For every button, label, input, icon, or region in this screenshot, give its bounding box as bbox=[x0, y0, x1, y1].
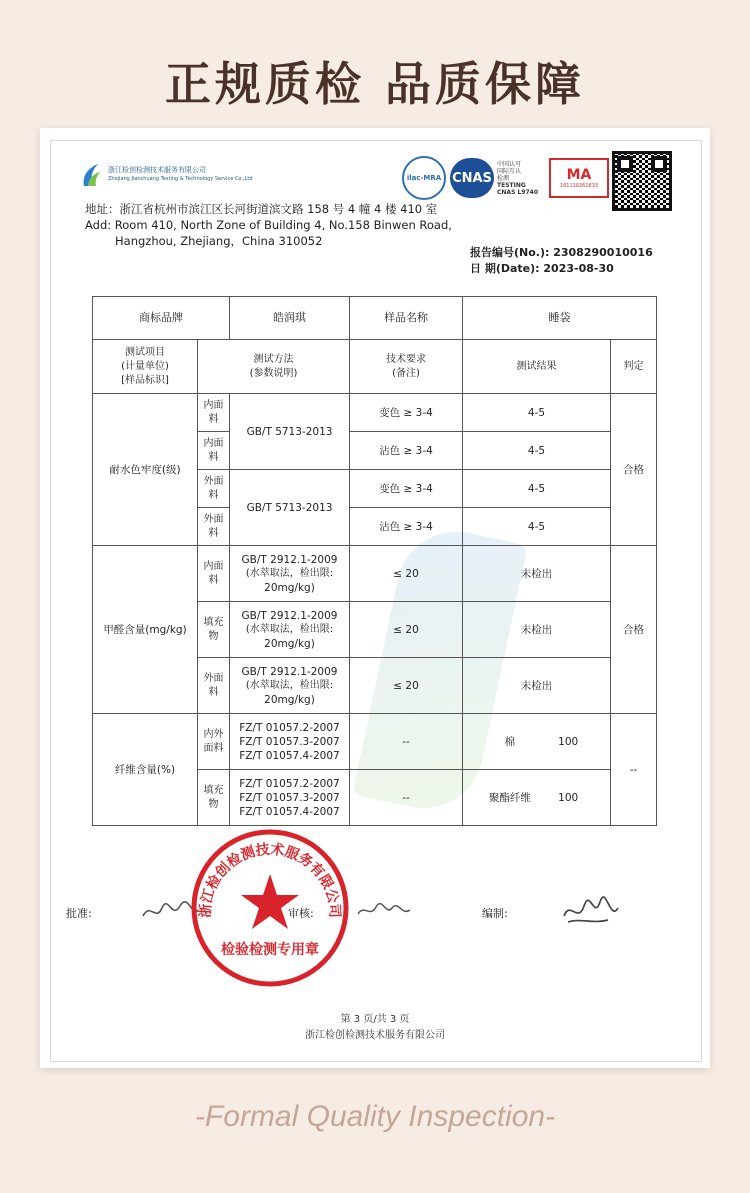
method-cell: FZ/T 01057.2-2007 FZ/T 01057.3-2007 FZ/T 01057.4-2007 bbox=[230, 714, 350, 770]
item-color-fastness: 耐水色牢度(级) bbox=[93, 394, 198, 546]
part-cell: 内外面料 bbox=[198, 714, 230, 770]
judgement-cell: 合格 bbox=[611, 394, 657, 546]
approve-label: 批准: bbox=[66, 907, 92, 920]
header-test-method: 测试方法 (参数说明) bbox=[198, 340, 350, 394]
part-cell: 内面料 bbox=[198, 432, 230, 470]
part-cell: 外面料 bbox=[198, 658, 230, 714]
test-results-table bbox=[92, 296, 657, 826]
requirement-cell: 沾色 ≥ 3-4 bbox=[350, 508, 463, 546]
accreditation-marks bbox=[402, 156, 609, 200]
page-number: 第 3 页/共 3 页 bbox=[340, 1014, 410, 1025]
requirement-cell: -- bbox=[350, 770, 463, 826]
table-row bbox=[93, 297, 657, 340]
cnas-icon: CNAS bbox=[450, 158, 494, 198]
method-cell: GB/T 5713-2013 bbox=[230, 394, 350, 470]
result-cell: 4-5 bbox=[463, 394, 611, 432]
requirement-cell: -- bbox=[350, 714, 463, 770]
table-header-row bbox=[93, 340, 657, 394]
company-logo-icon bbox=[80, 162, 102, 188]
company-logo-row bbox=[80, 160, 253, 190]
result-cell: 未检出 bbox=[463, 658, 611, 714]
table-row bbox=[93, 546, 657, 602]
qr-code-icon bbox=[612, 151, 672, 211]
result-cell bbox=[463, 714, 611, 770]
item-formaldehyde: 甲醛含量(mg/kg) bbox=[93, 546, 198, 714]
brand-label: 商标品牌 bbox=[93, 297, 230, 340]
judgement-cell: -- bbox=[611, 714, 657, 826]
address-en-2: Hangzhou, Zhejiang，China 310052 bbox=[115, 234, 323, 248]
header-result: 测试结果 bbox=[463, 340, 611, 394]
result-cell: 4-5 bbox=[463, 432, 611, 470]
hero-title: 正规质检 品质保障 bbox=[164, 57, 585, 111]
footer-company: 浙江检创检测技术服务有限公司 bbox=[305, 1030, 445, 1041]
part-cell: 填充物 bbox=[198, 602, 230, 658]
cma-icon: MA 161110261633 bbox=[549, 158, 609, 198]
item-fiber-content: 纤维含量(%) bbox=[93, 714, 198, 826]
requirement-cell: ≤ 20 bbox=[350, 658, 463, 714]
method-cell: GB/T 2912.1-2009 (水萃取法，检出限: 20mg/kg) bbox=[230, 658, 350, 714]
result-cell bbox=[463, 770, 611, 826]
brand-value: 皓润琪 bbox=[230, 297, 350, 340]
official-seal bbox=[188, 826, 352, 990]
review-signature bbox=[356, 898, 412, 929]
part-cell: 外面料 bbox=[198, 470, 230, 508]
table-row bbox=[93, 714, 657, 770]
report-meta bbox=[470, 245, 653, 277]
requirement-cell: ≤ 20 bbox=[350, 602, 463, 658]
report-number: 报告编号(No.): 2308290010016 bbox=[470, 246, 653, 259]
part-cell: 内面料 bbox=[198, 546, 230, 602]
company-name-en: Zhejiang Jianchuang Testing & Technology Service Co.,Ltd bbox=[108, 176, 253, 182]
cnas-label: 中国认可 国际互认 检测 TESTING CNAS L9740 bbox=[497, 160, 539, 196]
review-label: 审核: bbox=[288, 907, 314, 920]
requirement-cell: 沾色 ≥ 3-4 bbox=[350, 432, 463, 470]
table-row bbox=[93, 394, 657, 432]
report-date: 日 期(Date): 2023-08-30 bbox=[470, 262, 614, 275]
svg-text:浙江检创检测技术服务有限公司: 浙江检创检测技术服务有限公司 bbox=[197, 841, 343, 919]
address-block bbox=[85, 201, 452, 249]
sample-name-label: 样品名称 bbox=[350, 297, 463, 340]
fiber-name: 棉 bbox=[504, 735, 516, 748]
part-cell: 填充物 bbox=[198, 770, 230, 826]
svg-text:检验检测专用章: 检验检测专用章 bbox=[221, 942, 319, 958]
address-cn: 地址：浙江省杭州市滨江区长河街道滨文路 158 号 4 幢 4 楼 410 室 bbox=[85, 202, 438, 216]
method-cell: GB/T 2912.1-2009 (水萃取法，检出限: 20mg/kg) bbox=[230, 546, 350, 602]
result-cell: 未检出 bbox=[463, 546, 611, 602]
method-cell: FZ/T 01057.2-2007 FZ/T 01057.3-2007 FZ/T 01057.4-2007 bbox=[230, 770, 350, 826]
result-cell: 4-5 bbox=[463, 470, 611, 508]
fiber-name: 聚酯纤维 bbox=[488, 791, 531, 804]
address-en-1: Add: Room 410, North Zone of Building 4, No.158 Binwen Road, bbox=[85, 218, 452, 232]
requirement-cell: ≤ 20 bbox=[350, 546, 463, 602]
fiber-percent: 100 bbox=[558, 791, 579, 804]
tagline: -Formal Quality Inspection- bbox=[194, 1100, 556, 1133]
result-cell: 未检出 bbox=[463, 602, 611, 658]
part-cell: 内面料 bbox=[198, 394, 230, 432]
header-judgement: 判定 bbox=[611, 340, 657, 394]
fiber-percent: 100 bbox=[558, 735, 579, 748]
company-name-cn: 浙江检创检测技术服务有限公司 bbox=[108, 166, 206, 174]
judgement-cell: 合格 bbox=[611, 546, 657, 714]
requirement-cell: 变色 ≥ 3-4 bbox=[350, 394, 463, 432]
method-cell: GB/T 2912.1-2009 (水萃取法，检出限: 20mg/kg) bbox=[230, 602, 350, 658]
header-requirement: 技术要求 (备注) bbox=[350, 340, 463, 394]
sample-name-value: 睡袋 bbox=[463, 297, 657, 340]
requirement-cell: 变色 ≥ 3-4 bbox=[350, 470, 463, 508]
compile-label: 编制: bbox=[482, 907, 508, 920]
compile-signature bbox=[560, 894, 622, 933]
result-cell: 4-5 bbox=[463, 508, 611, 546]
method-cell: GB/T 5713-2013 bbox=[230, 470, 350, 546]
ilac-mra-icon: ilac-MRA bbox=[402, 156, 446, 200]
header-test-item: 测试项目 (计量单位) [样品标识] bbox=[93, 340, 198, 394]
part-cell: 外面料 bbox=[198, 508, 230, 546]
